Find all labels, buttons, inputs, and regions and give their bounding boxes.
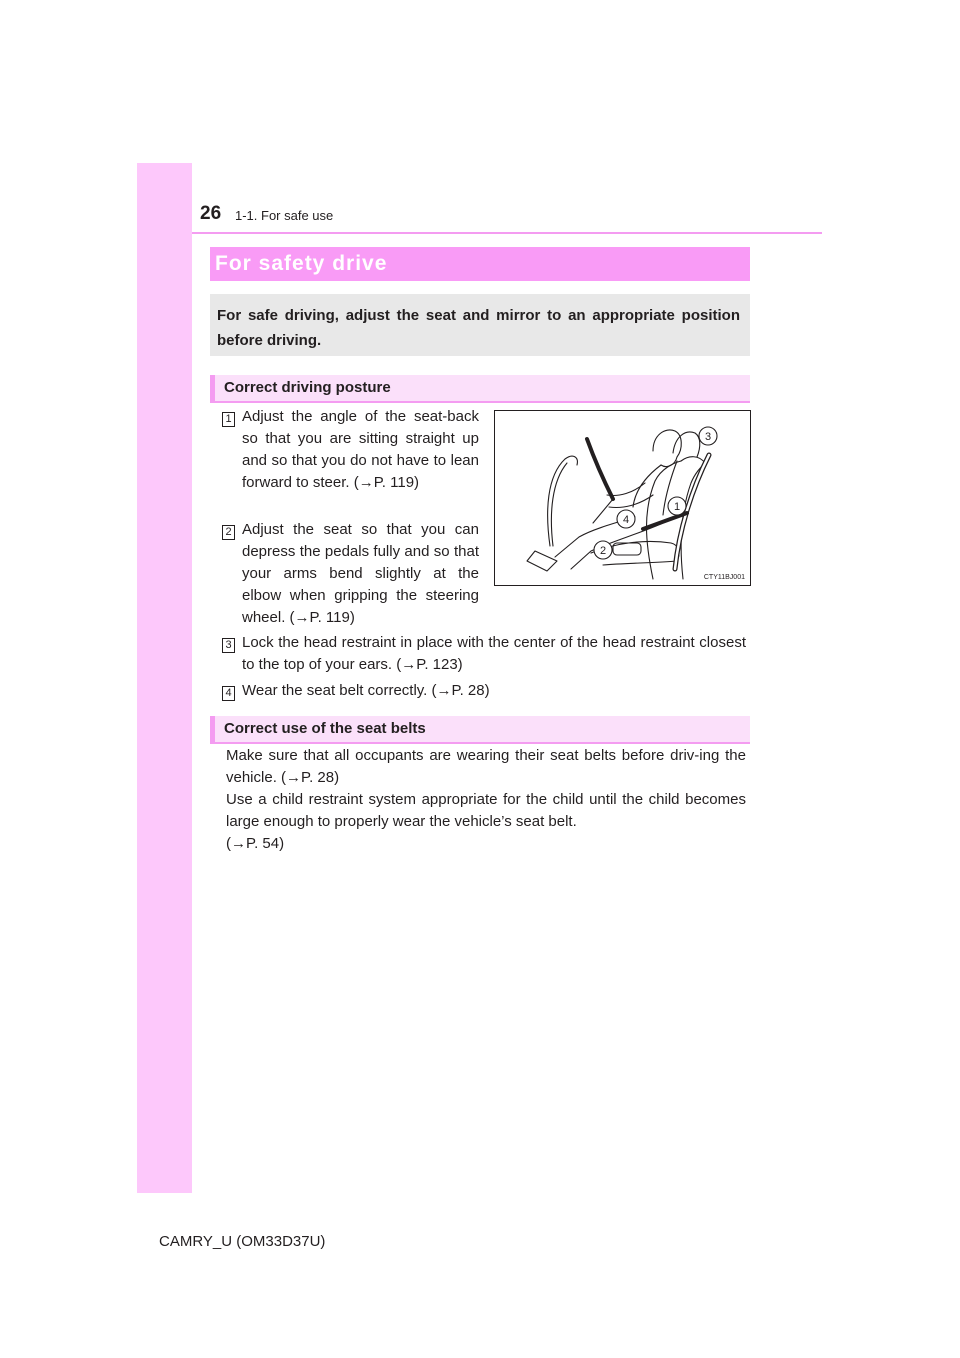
driver-seat-illustration (495, 411, 750, 585)
seat-belt-text (226, 745, 746, 855)
posture-illustration (494, 410, 751, 586)
page-number: 26 (200, 203, 222, 224)
step-4-text: Wear the seat belt correctly. (→P. 28) (242, 682, 490, 699)
step-1-text: Adjust the angle of the seat-back so that you are sitting straight up and so that you do not have to lean forward to steer. (→P. 119) (242, 408, 479, 491)
section-path: 1-1. For safe use (235, 208, 334, 223)
intro-text: For safe driving, adjust the seat and mirror to an appropriate position before driving. (217, 307, 740, 349)
callout-2: 2 (599, 545, 607, 557)
seat-belt-heading-bar (210, 716, 750, 744)
step-2-number: 2 (222, 525, 235, 540)
seat-belt-paragraph-1: Make sure that all occupants are wearing their seat belts before driv-ing the vehicle. (→P. 28) (226, 747, 746, 786)
step-3-text: Lock the head restraint in place with the center of the head restraint closest to the top of your ears. (→P. 123) (242, 634, 746, 673)
step-2-text: Adjust the seat so that you can depress the pedals fully and so that your arms bend slightly at the elbow when gripping the steering wheel. (→P. 119) (242, 521, 479, 626)
callout-1: 1 (673, 501, 681, 513)
seat-belt-paragraph-2: Use a child restraint system appropriate for the child until the child becomes large enough to properly wear the vehicle’s seat belt. (226, 791, 746, 830)
intro-box (210, 294, 750, 356)
page-title: For safety drive (215, 252, 388, 275)
callout-3: 3 (704, 431, 712, 443)
step-4-number: 4 (222, 686, 235, 701)
seat-belt-heading: Correct use of the seat belts (224, 720, 426, 737)
seat-belt-paragraph-3: (→P. 54) (226, 835, 285, 852)
step-1-number: 1 (222, 412, 235, 427)
posture-heading-bar (210, 375, 750, 403)
figure-code: CTY11BJ001 (703, 574, 745, 581)
step-3-number: 3 (222, 638, 235, 653)
posture-heading: Correct driving posture (224, 379, 391, 396)
footer-model-code: CAMRY_U (OM33D37U) (159, 1233, 326, 1250)
header-rule (192, 232, 822, 234)
callout-4: 4 (622, 514, 630, 526)
page-title-bar (210, 247, 750, 281)
side-tab-band (137, 163, 192, 1193)
